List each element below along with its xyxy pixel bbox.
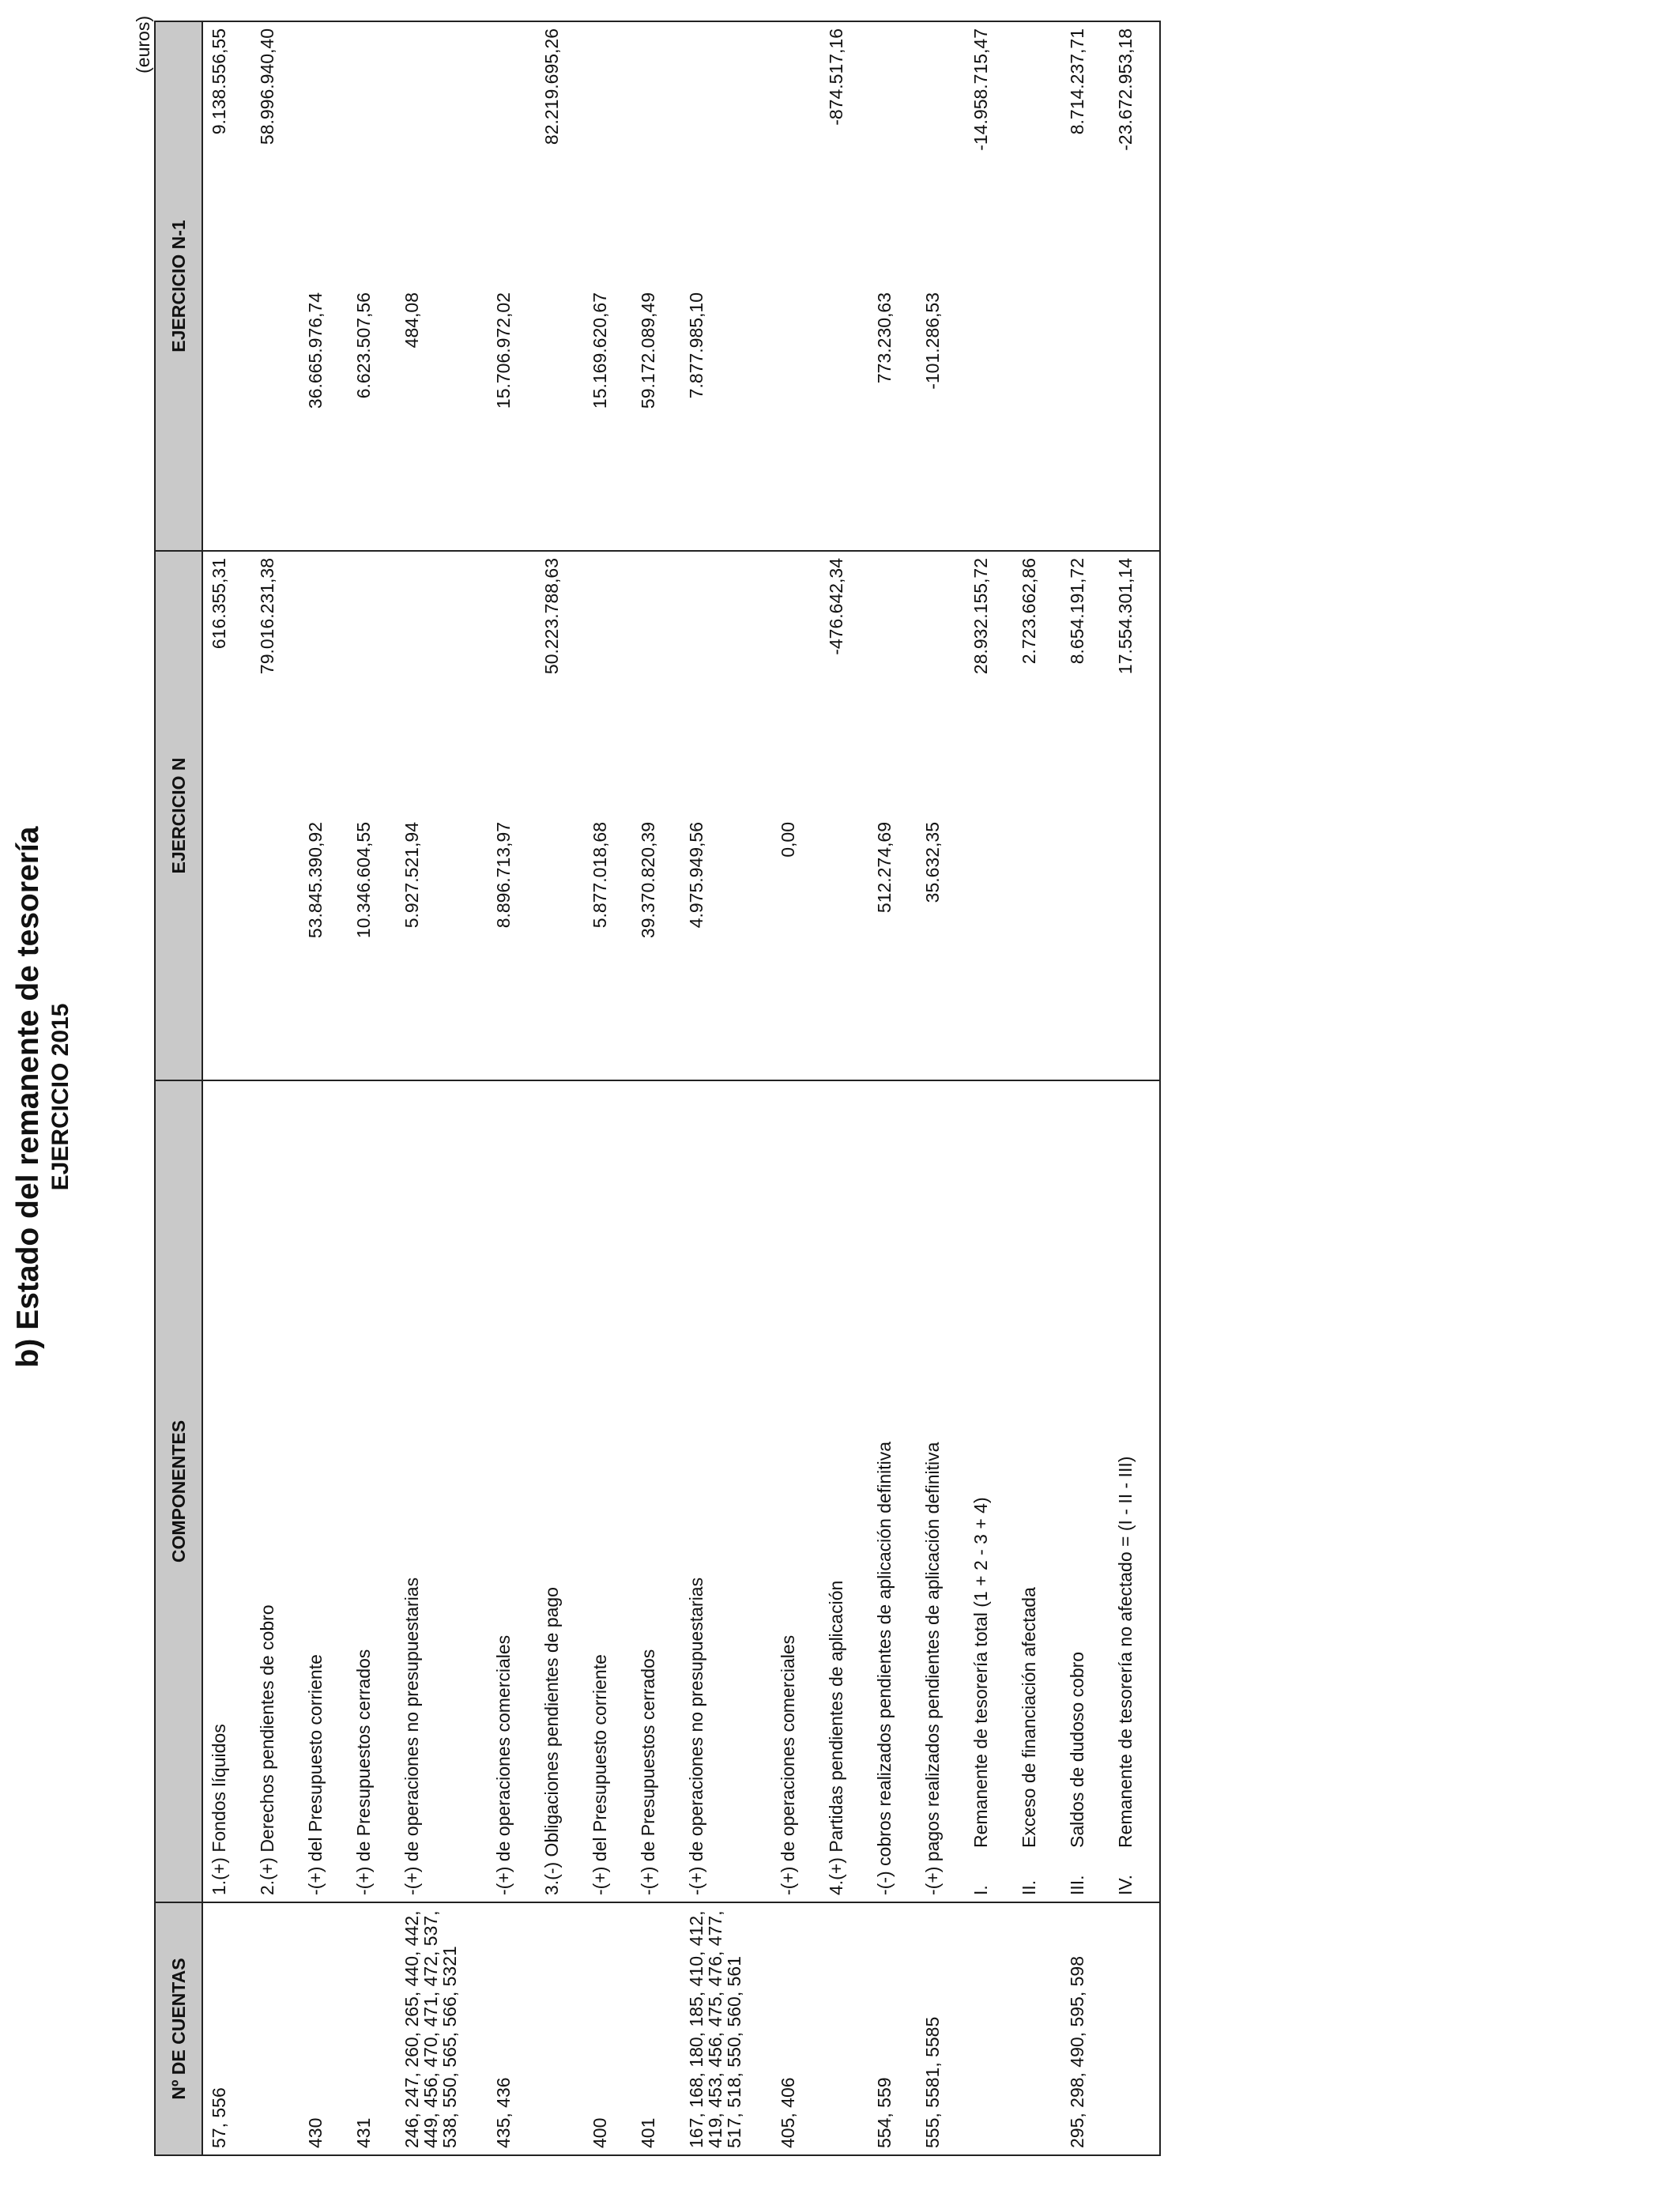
account-cell xyxy=(536,1902,584,2155)
year-n-detail-value: 4.975.949,56 xyxy=(680,816,772,1080)
account-cell: 435, 436 xyxy=(493,2077,514,2148)
component-label: -(+) pagos realizados pendientes de aplicación definitiva xyxy=(922,1442,943,1895)
table-row xyxy=(1013,21,1061,2155)
component-label: 3.(-) Obligaciones pendientes de pago xyxy=(541,1587,562,1895)
component-label: -(+) de Presupuestos cerrados xyxy=(638,1649,658,1895)
year-n1-detail-value: 59.172.089,49 xyxy=(632,286,680,551)
year-n-detail-value: 39.370.820,39 xyxy=(632,816,680,1080)
table-row xyxy=(299,21,348,2155)
year-n1-detail-value xyxy=(251,286,299,551)
table-body xyxy=(202,21,1160,2155)
component-prefix: IV. xyxy=(1115,1874,1136,1895)
year-n-total-value xyxy=(680,551,772,816)
year-n1-total-value xyxy=(348,21,396,286)
year-n1-detail-value: 484,08 xyxy=(396,286,488,551)
component-cell xyxy=(772,1080,820,1902)
year-n-detail-value xyxy=(1061,816,1109,1080)
year-n1-total-value xyxy=(680,21,772,286)
account-cell: 57, 556 xyxy=(209,2087,229,2148)
table-row xyxy=(820,21,868,2155)
year-n1-total-value xyxy=(772,21,820,286)
year-n-detail-value xyxy=(1109,816,1160,1080)
table-row xyxy=(584,21,632,2155)
year-n1-total-value: 8.714.237,71 xyxy=(1067,28,1087,135)
year-n-detail-value: 0,00 xyxy=(772,816,820,1080)
year-n1-total-value: 9.138.556,55 xyxy=(209,28,229,135)
component-label: -(+) del Presupuesto corriente xyxy=(305,1654,326,1895)
year-n-total-value xyxy=(299,551,348,816)
account-cell: 555, 5581, 5585 xyxy=(922,2016,943,2148)
component-label: -(+) de operaciones no presupuestarias xyxy=(686,1577,706,1895)
year-n-detail-value xyxy=(202,816,251,1080)
account-cell: 401 xyxy=(638,2117,658,2148)
year-n1-detail-value xyxy=(1061,286,1109,551)
header-year-n: EJERCICIO N xyxy=(155,551,202,1080)
year-n1-total-value xyxy=(1013,21,1061,286)
account-cell xyxy=(820,1902,868,2155)
year-n1-total-value: -23.672.953,18 xyxy=(1115,28,1136,151)
component-label: -(-) cobros realizados pendientes de aplicación definitiva xyxy=(874,1441,895,1895)
component-label: Remanente de tesorería total (1 + 2 - 3 + 4) xyxy=(970,1497,991,1848)
year-n1-detail-value xyxy=(1013,286,1061,551)
component-cell xyxy=(680,1080,772,1902)
year-n1-detail-value: 15.169.620,67 xyxy=(584,286,632,551)
component-cell xyxy=(202,1080,251,1902)
year-n-total-value xyxy=(868,551,917,816)
component-cell xyxy=(632,1080,680,1902)
table-header-row xyxy=(155,21,202,2155)
component-cell xyxy=(584,1080,632,1902)
year-n-total-value xyxy=(348,551,396,816)
year-n1-detail-value: 773.230,63 xyxy=(868,286,917,551)
table-row xyxy=(202,21,251,2155)
year-n1-detail-value xyxy=(1109,286,1160,551)
year-n1-total-value: 58.996.940,40 xyxy=(257,28,277,145)
component-label: Exceso de financiación afectada xyxy=(1019,1587,1039,1848)
year-n1-detail-value xyxy=(536,286,584,551)
table-row xyxy=(536,21,584,2155)
account-cell xyxy=(965,1902,1013,2155)
year-n-total-value: 2.723.662,86 xyxy=(1019,557,1039,665)
year-n-detail-value xyxy=(965,816,1013,1080)
year-n-total-value xyxy=(917,551,965,816)
year-n1-total-value: 82.219.695,26 xyxy=(541,28,562,145)
component-cell xyxy=(1061,1080,1109,1902)
table-row xyxy=(917,21,965,2155)
component-prefix: III. xyxy=(1067,1875,1087,1895)
year-n1-detail-value: 15.706.972,02 xyxy=(488,286,536,551)
year-n1-total-value: -14.958.715,47 xyxy=(970,28,991,151)
component-prefix: I. xyxy=(970,1885,991,1895)
units-label: (euros) xyxy=(133,16,153,74)
year-n-total-value xyxy=(488,551,536,816)
account-cell xyxy=(251,1902,299,2155)
account-cell: 246, 247, 260, 265, 440, 442, 449, 456, 470, 471, 472, 537, 538, 550, 565, 566, 5321 xyxy=(401,1910,460,2148)
year-n1-total-value: -874.517,16 xyxy=(826,28,846,126)
account-cell xyxy=(1109,1902,1160,2155)
year-n1-detail-value xyxy=(772,286,820,551)
year-n-detail-value xyxy=(1013,816,1061,1080)
account-cell xyxy=(1013,1902,1061,2155)
year-n-detail-value: 8.896.713,97 xyxy=(488,816,536,1080)
component-label: Saldos de dudoso cobro xyxy=(1067,1651,1087,1848)
component-cell xyxy=(348,1080,396,1902)
year-n-detail-value xyxy=(820,816,868,1080)
table-row xyxy=(965,21,1013,2155)
component-cell xyxy=(820,1080,868,1902)
year-n1-detail-value: 7.877.985,10 xyxy=(680,286,772,551)
component-cell xyxy=(396,1080,488,1902)
year-n1-total-value xyxy=(396,21,488,286)
year-n-total-value xyxy=(632,551,680,816)
year-n-total-value: 616.355,31 xyxy=(209,557,229,650)
year-n1-detail-value xyxy=(202,286,251,551)
table-row xyxy=(772,21,820,2155)
account-cell: 431 xyxy=(353,2117,374,2148)
table-row xyxy=(1109,21,1160,2155)
year-n1-detail-value: 36.665.976,74 xyxy=(299,286,348,551)
year-n-total-value xyxy=(396,551,488,816)
component-cell xyxy=(917,1080,965,1902)
year-n1-total-value xyxy=(868,21,917,286)
component-prefix: II. xyxy=(1019,1879,1039,1895)
component-cell xyxy=(1013,1080,1061,1902)
year-n-total-value: 50.223.788,63 xyxy=(541,557,562,675)
year-n-total-value: -476.642,34 xyxy=(826,557,846,655)
year-n-detail-value xyxy=(536,816,584,1080)
page-title: b) Estado del remanente de tesorería xyxy=(11,826,45,1368)
year-n-total-value: 79.016.231,38 xyxy=(257,557,277,675)
component-cell xyxy=(299,1080,348,1902)
component-cell xyxy=(1109,1080,1160,1902)
component-label: 1.(+) Fondos líquidos xyxy=(209,1724,229,1895)
table-row xyxy=(632,21,680,2155)
year-n-detail-value: 5.927.521,94 xyxy=(396,816,488,1080)
year-n1-total-value xyxy=(299,21,348,286)
table-row xyxy=(680,21,772,2155)
component-label: -(+) de operaciones comerciales xyxy=(493,1634,514,1895)
component-cell xyxy=(251,1080,299,1902)
table-row xyxy=(251,21,299,2155)
year-n-total-value: 28.932.155,72 xyxy=(970,557,991,675)
account-cell: 167, 168, 180, 185, 410, 412, 419, 453, 456, 475, 476, 477, 517, 518, 550, 560, 561 xyxy=(686,1910,744,2148)
component-label: -(+) de Presupuestos cerrados xyxy=(353,1649,374,1895)
table-row xyxy=(488,21,536,2155)
header-accounts: Nº DE CUENTAS xyxy=(155,1902,202,2155)
table-row xyxy=(348,21,396,2155)
year-n1-detail-value: -101.286,53 xyxy=(917,286,965,551)
year-n-detail-value: 5.877.018,68 xyxy=(584,816,632,1080)
account-cell: 295, 298, 490, 595, 598 xyxy=(1067,1956,1087,2148)
component-label: -(+) del Presupuesto corriente xyxy=(590,1654,610,1895)
year-n1-total-value xyxy=(917,21,965,286)
year-n-detail-value: 53.845.390,92 xyxy=(299,816,348,1080)
page-subtitle: EJERCICIO 2015 xyxy=(47,1003,73,1191)
account-cell: 400 xyxy=(590,2117,610,2148)
year-n1-detail-value: 6.623.507,56 xyxy=(348,286,396,551)
account-cell: 405, 406 xyxy=(778,2077,798,2148)
header-year-n1: EJERCICIO N-1 xyxy=(155,21,202,551)
component-cell xyxy=(965,1080,1013,1902)
component-label: Remanente de tesorería no afectado = (I - II - III) xyxy=(1115,1456,1136,1848)
year-n-detail-value xyxy=(251,816,299,1080)
year-n1-total-value xyxy=(632,21,680,286)
treasury-table xyxy=(154,21,1161,2156)
component-cell xyxy=(868,1080,917,1902)
component-label: 4.(+) Partidas pendientes de aplicación xyxy=(826,1580,846,1895)
table-row xyxy=(868,21,917,2155)
component-label: 2.(+) Derechos pendientes de cobro xyxy=(257,1604,277,1895)
component-label: -(+) de operaciones no presupuestarias xyxy=(401,1577,422,1895)
year-n-detail-value: 512.274,69 xyxy=(868,816,917,1080)
year-n-total-value xyxy=(772,551,820,816)
year-n1-total-value xyxy=(488,21,536,286)
year-n1-detail-value xyxy=(820,286,868,551)
header-components: COMPONENTES xyxy=(155,1080,202,1902)
component-label: -(+) de operaciones comerciales xyxy=(778,1634,798,1895)
year-n-total-value: 17.554.301,14 xyxy=(1115,557,1136,675)
year-n-total-value xyxy=(584,551,632,816)
year-n-detail-value: 35.632,35 xyxy=(917,816,965,1080)
year-n1-detail-value xyxy=(965,286,1013,551)
year-n-total-value: 8.654.191,72 xyxy=(1067,557,1087,665)
component-cell xyxy=(488,1080,536,1902)
component-cell xyxy=(536,1080,584,1902)
account-cell: 554, 559 xyxy=(874,2077,895,2148)
table-row xyxy=(1061,21,1109,2155)
year-n1-total-value xyxy=(584,21,632,286)
account-cell: 430 xyxy=(305,2117,326,2148)
table-row xyxy=(396,21,488,2155)
year-n-detail-value: 10.346.604,55 xyxy=(348,816,396,1080)
